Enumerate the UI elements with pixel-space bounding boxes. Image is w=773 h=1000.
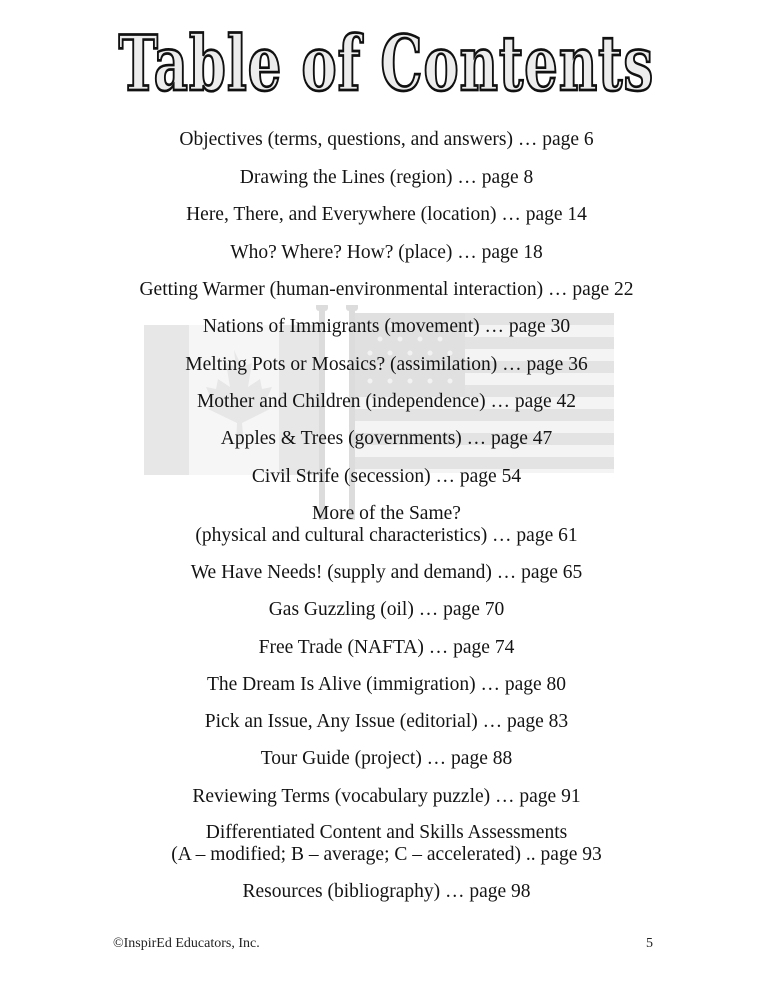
- toc-entry[interactable]: [0, 354, 773, 376]
- toc-entry-text: Nations of Immigrants (movement) … page 30: [202, 316, 571, 337]
- toc-entry[interactable]: [0, 562, 773, 584]
- toc-entry-text: Gas Guzzling (oil) … page 70: [268, 599, 505, 620]
- title-container: [0, 19, 773, 109]
- toc-entry[interactable]: [0, 204, 773, 226]
- toc-entry-subtitle: (physical and cultural characteristics) … page 61: [195, 525, 578, 546]
- toc-entry-text: Tour Guide (project) … page 88: [260, 748, 513, 769]
- toc-entry-subtitle: (A – modified; B – average; C – accelerated) .. page 93: [171, 844, 602, 865]
- page-title: Table of Contents: [118, 19, 655, 109]
- toc-entry[interactable]: [0, 674, 773, 696]
- toc-entry-text: Reviewing Terms (vocabulary puzzle) … page 91: [192, 786, 581, 807]
- toc-entry-text: Drawing the Lines (region) … page 8: [239, 167, 534, 188]
- toc-entry[interactable]: [0, 599, 773, 621]
- toc-entry-text: Resources (bibliography) … page 98: [242, 881, 531, 902]
- toc-entry-text: Civil Strife (secession) … page 54: [251, 466, 522, 487]
- toc-entry-text: Free Trade (NAFTA) … page 74: [258, 637, 515, 658]
- toc-entry-text: Here, There, and Everywhere (location) … page 14: [186, 204, 587, 225]
- toc-entry[interactable]: [0, 391, 773, 413]
- toc-entry[interactable]: [0, 786, 773, 808]
- toc-entry[interactable]: [0, 748, 773, 770]
- toc-entry-text: Apples & Trees (governments) … page 47: [220, 428, 553, 449]
- toc-entry[interactable]: [0, 242, 773, 264]
- toc-entry[interactable]: [0, 881, 773, 903]
- toc-entry-text: Objectives (terms, questions, and answers) … page 6: [179, 129, 594, 150]
- toc-entry[interactable]: [0, 167, 773, 189]
- toc-entry[interactable]: [0, 466, 773, 488]
- toc-entry-text: Mother and Children (independence) … page 42: [196, 391, 577, 412]
- toc-entry[interactable]: [0, 129, 773, 151]
- toc-entry[interactable]: [0, 637, 773, 659]
- footer-page-number: 5: [646, 936, 653, 951]
- toc-entry[interactable]: [0, 822, 773, 866]
- toc-entry-text: Pick an Issue, Any Issue (editorial) … page 83: [204, 711, 569, 732]
- toc-entry[interactable]: [0, 279, 773, 301]
- toc-entry-text: We Have Needs! (supply and demand) … page 65: [190, 562, 583, 583]
- toc-entry-title: More of the Same?: [312, 503, 461, 524]
- toc-entry-title: Differentiated Content and Skills Assessments: [205, 822, 568, 843]
- toc-entry[interactable]: [0, 316, 773, 338]
- toc-entry-text: The Dream Is Alive (immigration) … page 80: [206, 674, 567, 695]
- footer-copyright: ©InspirEd Educators, Inc.: [113, 936, 260, 951]
- toc-entry-text: Melting Pots or Mosaics? (assimilation) … page 36: [185, 354, 588, 375]
- toc-entry-text: Getting Warmer (human-environmental interaction) … page 22: [139, 279, 634, 300]
- toc-entry[interactable]: [0, 503, 773, 547]
- toc-entry-text: Who? Where? How? (place) … page 18: [230, 242, 543, 263]
- toc-entry[interactable]: [0, 711, 773, 733]
- toc-entry[interactable]: [0, 428, 773, 450]
